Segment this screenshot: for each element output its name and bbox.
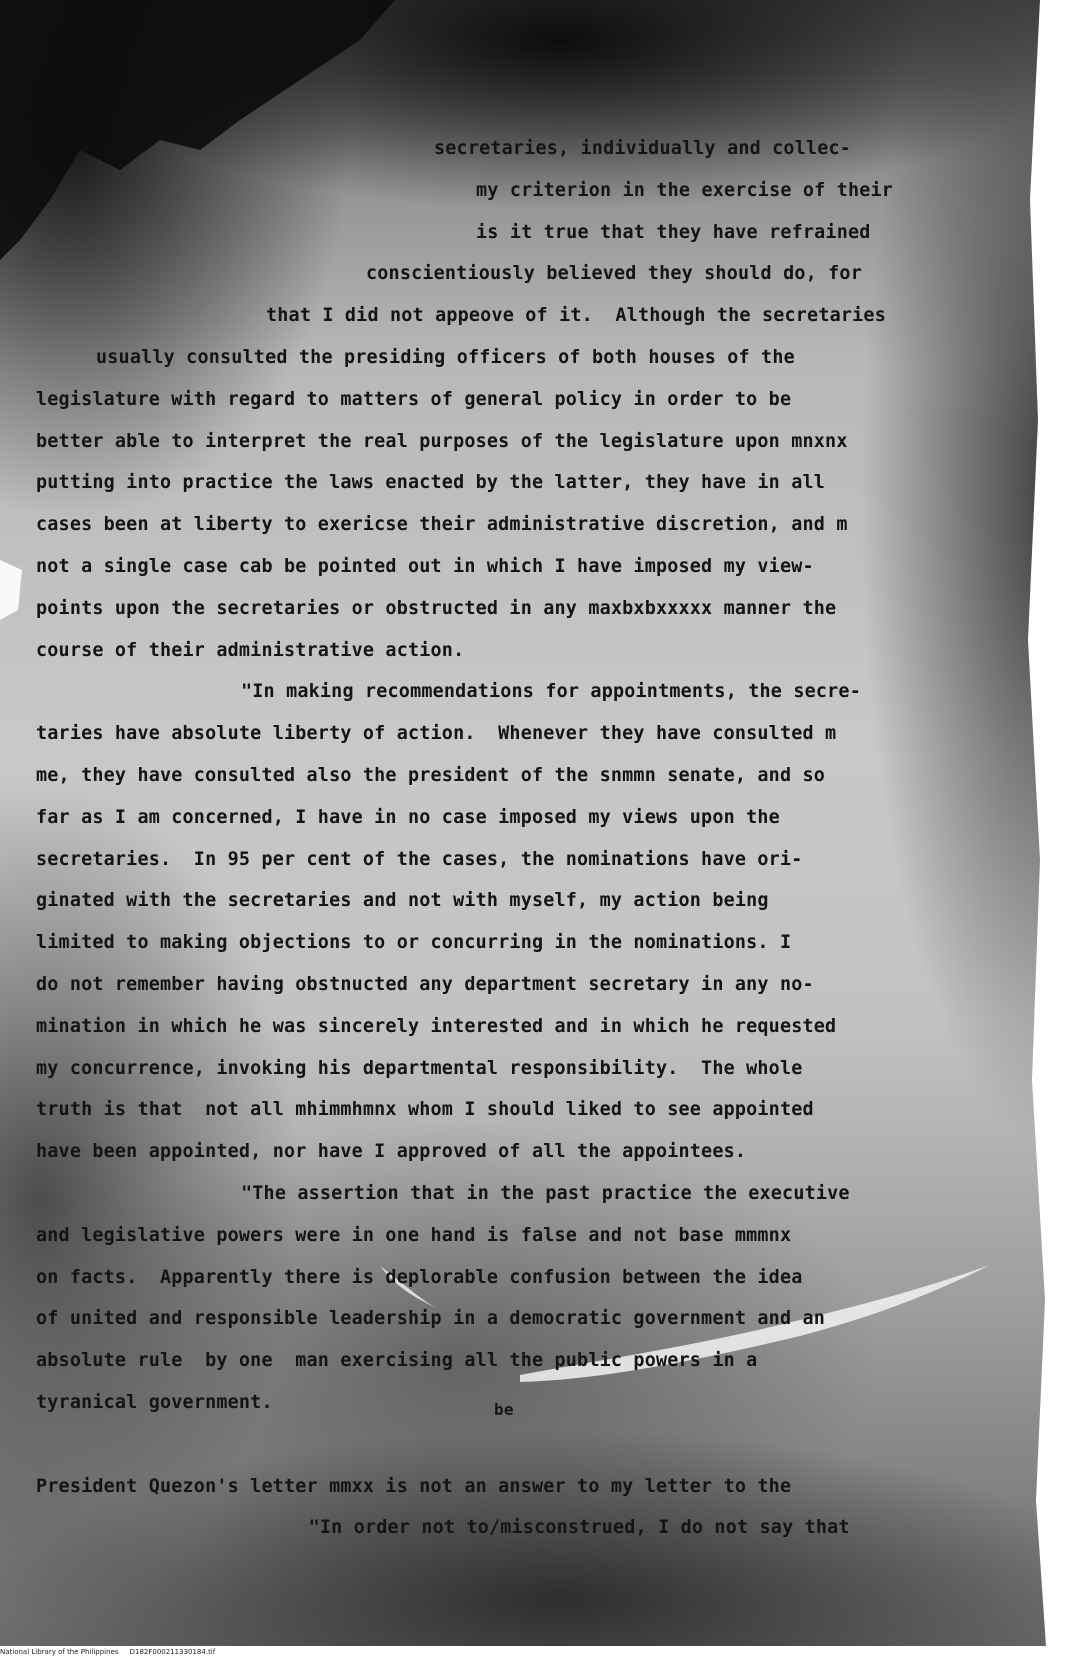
text-line: legislature with regard to matters of general policy in order to be	[36, 388, 792, 410]
text-line: absolute rule by one man exercising all the public powers in a	[36, 1350, 758, 1372]
text-line: "The assertion that in the past practice the executive	[241, 1182, 850, 1204]
text-line: far as I am concerned, I have in no case imposed my views upon the	[36, 806, 780, 828]
text-line: me, they have consulted also the president of the snmmn senate, and so	[36, 764, 826, 786]
text-line: conscientiously believed they should do, for	[366, 263, 862, 285]
text-line: taries have absolute liberty of action. Whenever they have consulted m	[36, 723, 837, 745]
text-line: putting into practice the laws enacted by the latter, they have in all	[36, 472, 826, 494]
text-line: mination in which he was sincerely interested and in which he requested	[36, 1015, 837, 1037]
text-line: better able to interpret the real purposes of the legislature upon mnxnx	[36, 430, 848, 452]
text-line-content: "In order not to/misconstrued, I do not say that	[308, 1517, 850, 1539]
text-line: that I did not appeove of it. Although the secretaries	[266, 305, 886, 327]
overtyped-word: be	[494, 1399, 514, 1419]
text-line: do not remember having obstnucted any department secretary in any no-	[36, 973, 814, 995]
text-line: usually consulted the presiding officers of both houses of the	[96, 346, 795, 368]
torn-edge-right	[1028, 0, 1069, 1646]
text-line: limited to making objections to or concurring in the nominations. I	[36, 932, 792, 954]
text-line: secretaries. In 95 per cent of the cases, the nominations have ori-	[36, 848, 803, 870]
typed-text	[36, 128, 1016, 1539]
text-line: President Quezon's letter mmxx is not an answer to my letter to the	[36, 1475, 792, 1497]
archive-caption: National Library of the Philippines D182F000211330184.tif	[0, 1646, 1069, 1658]
text-line: "In making recommendations for appointments, the secre-	[241, 681, 861, 703]
text-line: my concurrence, invoking his departmental responsibility. The whole	[36, 1057, 803, 1079]
text-line: on facts. Apparently there is deplorable confusion between the idea	[36, 1266, 803, 1288]
text-line: and legislative powers were in one hand is false and not base mmmnx	[36, 1224, 792, 1246]
text-line: of united and responsible leadership in a democratic government and an	[36, 1308, 826, 1330]
text-line: secretaries, individually and collec-	[434, 138, 852, 159]
text-line: points upon the secretaries or obstructed in any maxbxbxxxxx manner the	[36, 597, 837, 619]
text-line: have been appointed, nor have I approved of all the appointees.	[36, 1141, 747, 1163]
text-line: truth is that not all mhimmhmnx whom I should liked to see appointed	[36, 1099, 814, 1121]
text-line: cases been at liberty to exericse their administrative discretion, and m	[36, 514, 848, 536]
text-line: ginated with the secretaries and not with myself, my action being	[36, 890, 769, 912]
margin-chip	[0, 560, 22, 620]
text-line: course of their administrative action.	[36, 639, 465, 661]
text-line: my criterion in the exercise of their	[476, 179, 894, 201]
text-line: not a single case cab be pointed out in which I have imposed my view-	[36, 555, 814, 577]
text-line: is it true that they have refrained	[476, 221, 871, 243]
text-line: tyranical government.	[36, 1391, 273, 1413]
